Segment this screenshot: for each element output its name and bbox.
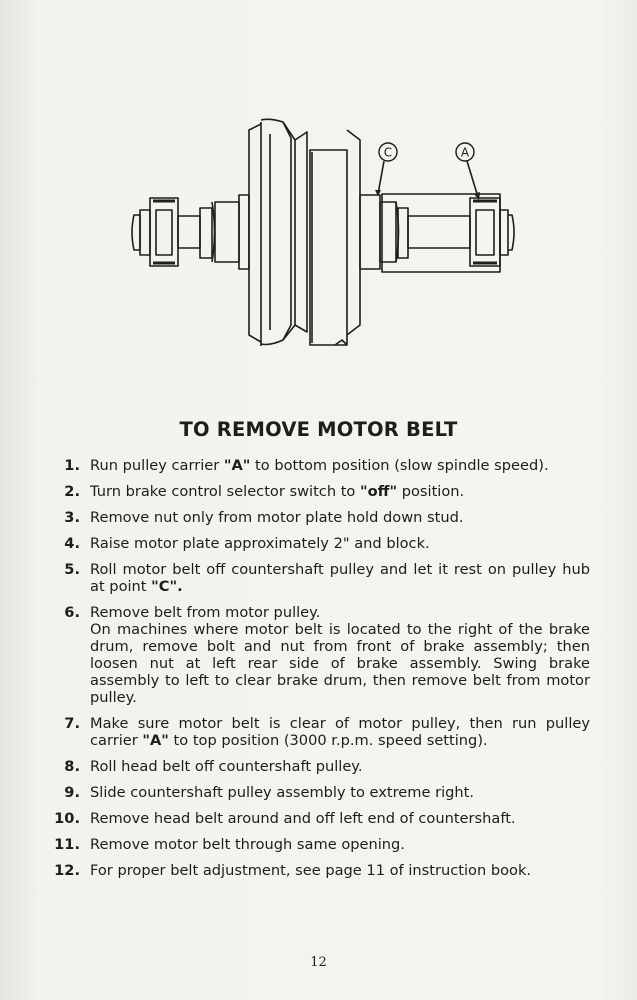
step-number: 3. [64, 509, 80, 526]
step-number: 11. [54, 836, 80, 853]
step-text: Roll head belt off countershaft pulley. [90, 758, 363, 775]
step-number: 10. [54, 810, 80, 827]
step-item [50, 862, 590, 879]
step-text-part: to bottom position (slow spindle speed). [250, 457, 549, 474]
step-number: 2. [64, 483, 80, 500]
step-item [50, 535, 590, 552]
step-number: 9. [64, 784, 80, 801]
step-number: 4. [64, 535, 80, 552]
step-number: 7. [64, 715, 80, 732]
step-text: For proper belt adjustment, see page 11 of instruction book. [90, 862, 532, 879]
step-item [50, 604, 590, 706]
step-item [50, 561, 590, 595]
step-text [90, 715, 590, 749]
instruction-steps [50, 457, 590, 888]
callout-a [456, 143, 480, 200]
step-text-part: Run pulley carrier [90, 457, 224, 474]
step-number: 12. [54, 862, 80, 879]
step-item [50, 715, 590, 749]
step-keyword: "off" [360, 483, 398, 500]
step-text [90, 561, 590, 595]
step-item [50, 457, 590, 474]
step-subtext: On machines where motor belt is located to the right of the brake drum, remove bolt and nut from front of brake assembly; then loosen nut at left rear side of brake assembly. Swing brake assembly to left to clear brake drum, then remove belt from motor pulley. [90, 621, 590, 706]
step-text-part: Turn brake control selector switch to [90, 483, 361, 500]
svg-text:A: A [460, 145, 470, 160]
step-text-part: Make sure motor belt is clear of motor pulley, then run pulley carrier [90, 715, 590, 749]
step-text: Raise motor plate approximately 2" and block. [90, 535, 430, 552]
page-number: 12 [310, 955, 327, 970]
step-number: 1. [64, 457, 80, 474]
step-text: Remove head belt around and off left end of countershaft. [90, 810, 516, 827]
step-text-part: position. [397, 483, 465, 500]
step-text-part: to top position (3000 r.p.m. speed setting). [168, 732, 488, 749]
page-title: TO REMOVE MOTOR BELT [179, 418, 458, 441]
step-number: 5. [64, 561, 80, 578]
step-text: Remove belt from motor pulley. [90, 604, 321, 621]
step-text [90, 483, 590, 500]
step-text-part: Roll motor belt off countershaft pulley and let it rest on pulley hub at point [90, 561, 590, 595]
svg-text:C: C [383, 145, 393, 160]
step-text: Remove motor belt through same opening. [90, 836, 405, 853]
step-text: Remove nut only from motor plate hold down stud. [90, 509, 464, 526]
step-item [50, 836, 590, 853]
step-item [50, 483, 590, 500]
countershaft-pulley-diagram [120, 110, 520, 360]
step-keyword: "C". [151, 578, 183, 595]
step-item [50, 810, 590, 827]
step-keyword: "A" [142, 732, 169, 749]
callout-c [375, 143, 397, 196]
step-text: Slide countershaft pulley assembly to extreme right. [90, 784, 475, 801]
step-keyword: "A" [223, 457, 251, 474]
step-text [90, 457, 590, 474]
step-item [50, 784, 590, 801]
step-item [50, 509, 590, 526]
step-item [50, 758, 590, 775]
step-number: 6. [64, 604, 80, 621]
step-number: 8. [64, 758, 80, 775]
